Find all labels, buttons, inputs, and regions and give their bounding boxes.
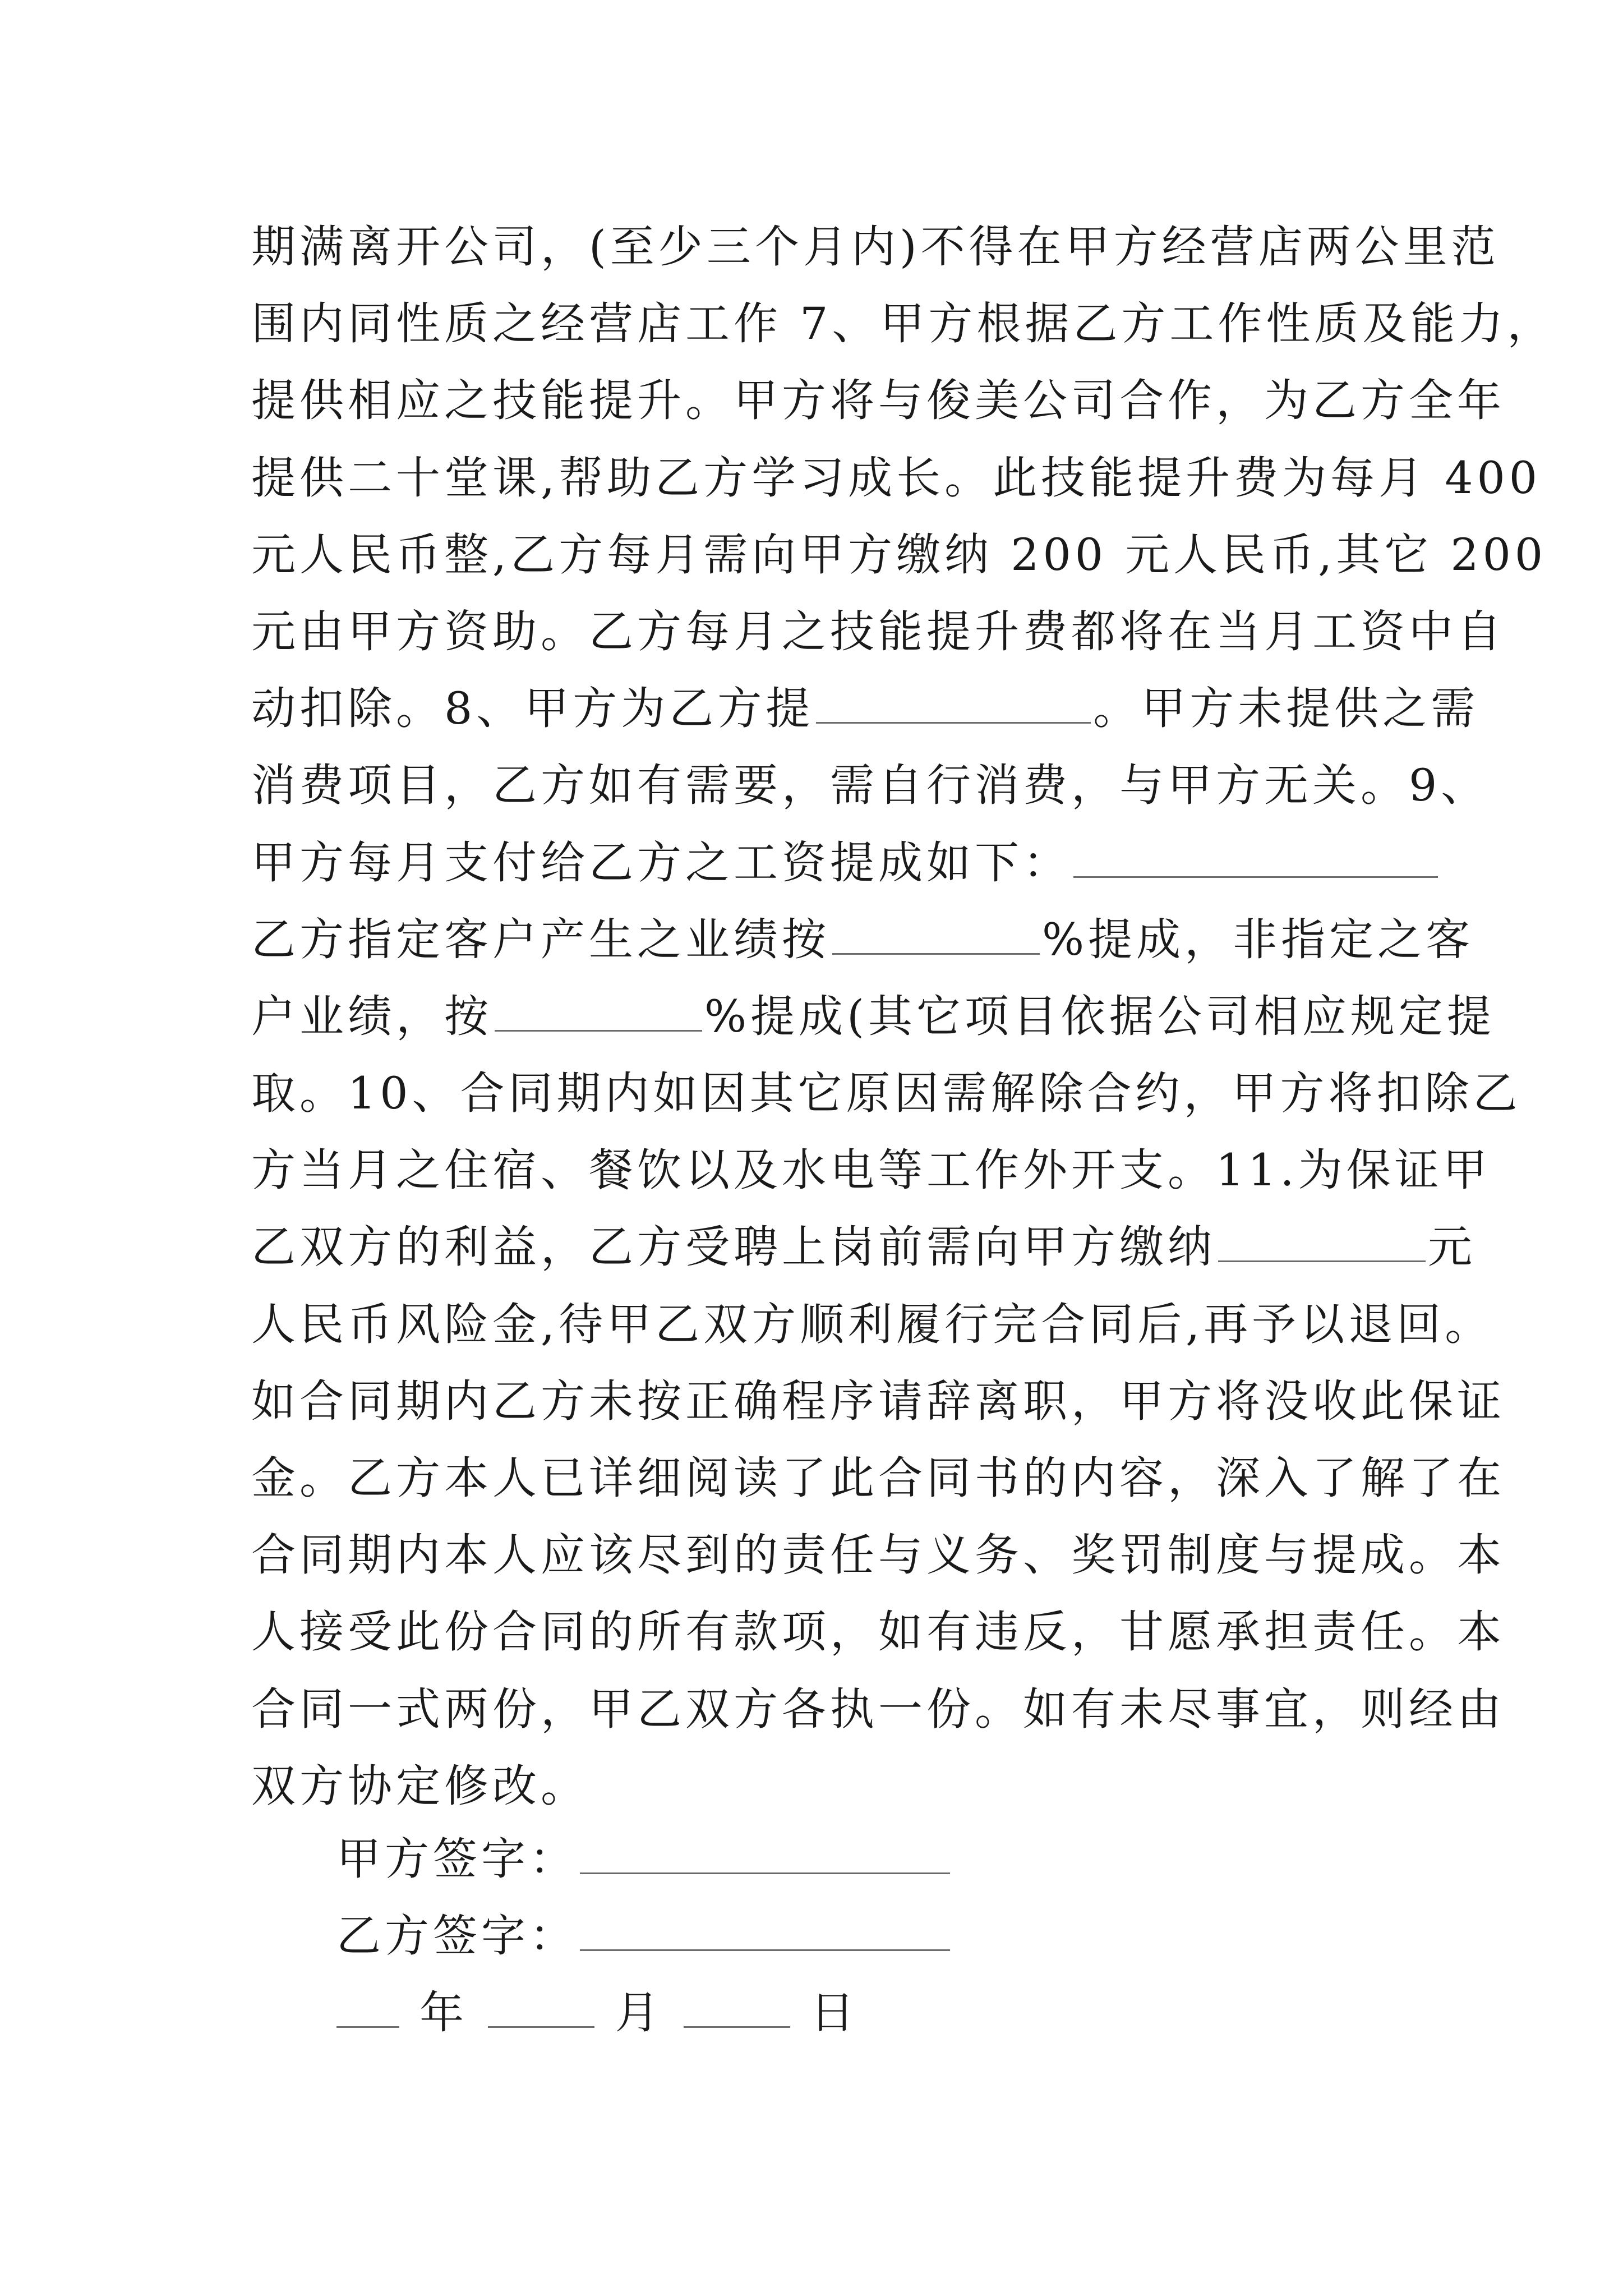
body-line: 合同一式两份，甲乙双方各执一份。如有未尽事宜，则经由 bbox=[251, 1683, 1505, 1735]
body-line: 元由甲方资助。乙方每月之技能提升费都将在当月工资中自 bbox=[251, 605, 1505, 657]
body-line: 提供二十堂课,帮助乙方学习成长。此技能提升费为每月 400 bbox=[251, 452, 1542, 504]
year-field[interactable] bbox=[336, 1987, 399, 2028]
body-line: 消费项目，乙方如有需要，需自行消费，与甲方无关。9、 bbox=[251, 760, 1490, 812]
body-line: 甲方每月支付给乙方之工资提成如下： bbox=[251, 825, 1395, 901]
party-a-signature bbox=[336, 1821, 952, 1898]
party-a-label: 甲方签字： bbox=[336, 1833, 578, 1885]
body-line: 期满离开公司，(至少三个月内)不得在甲方经营店两公里范 bbox=[251, 221, 1500, 273]
year-label: 年 bbox=[419, 1987, 468, 2039]
body-line: 双方协定修改。 bbox=[251, 1760, 589, 1812]
fill-in-blank[interactable] bbox=[816, 683, 1091, 724]
day-field[interactable] bbox=[684, 1987, 790, 2028]
fill-in-blank[interactable] bbox=[1218, 1221, 1426, 1262]
body-line: 人接受此份合同的所有款项，如有违反，甘愿承担责任。本 bbox=[251, 1606, 1505, 1658]
body-line: 户业绩，按 %提成(其它项目依据公司相应规定提 bbox=[251, 990, 1495, 1042]
party-a-signature-field[interactable] bbox=[580, 1833, 950, 1874]
body-line: 动扣除。8、甲方为乙方提 。甲方未提供之需 bbox=[251, 683, 1479, 735]
body-line: 方当月之住宿、餐饮以及水电等工作外开支。11.为保证甲 bbox=[251, 1144, 1491, 1197]
contract-body bbox=[251, 209, 1556, 1825]
body-line: 金。乙方本人已详细阅读了此合同书的内容，深入了解了在 bbox=[251, 1452, 1505, 1504]
signature-block bbox=[336, 1821, 952, 2051]
fill-in-blank[interactable] bbox=[832, 914, 1040, 955]
month-label: 月 bbox=[615, 1987, 663, 2039]
body-line: 合同期内本人应该尽到的责任与义务、奖罚制度与提成。本 bbox=[251, 1529, 1505, 1581]
party-b-signature-field[interactable] bbox=[580, 1910, 950, 1951]
fill-in-blank[interactable] bbox=[1073, 837, 1438, 878]
party-b-label: 乙方签字： bbox=[336, 1910, 578, 1962]
body-line: 元人民币整,乙方每月需向甲方缴纳 200 元人民币,其它 200 bbox=[251, 528, 1547, 581]
body-line: 围内同性质之经营店工作 7、甲方根据乙方工作性质及能力， bbox=[251, 298, 1556, 350]
day-label: 日 bbox=[810, 1987, 859, 2039]
body-line: 乙方指定客户产生之业绩按 %提成，非指定之客 bbox=[251, 913, 1474, 965]
body-line: 提供相应之技能提升。甲方将与俊美公司合作，为乙方全年 bbox=[251, 375, 1505, 427]
body-line: 乙双方的利益，乙方受聘上岗前需向甲方缴纳 元 bbox=[251, 1221, 1476, 1273]
body-line: 取。10、合同期内如因其它原因需解除合约，甲方将扣除乙 bbox=[251, 1068, 1521, 1120]
body-line: 人民币风险金,待甲乙双方顺利履行完合同后,再予以退回。 bbox=[251, 1298, 1493, 1350]
body-line: 如合同期内乙方未按正确程序请辞离职，甲方将没收此保证 bbox=[251, 1375, 1505, 1427]
fill-in-blank[interactable] bbox=[495, 991, 702, 1032]
month-field[interactable] bbox=[488, 1987, 594, 2028]
party-b-signature bbox=[336, 1898, 952, 1975]
date-line bbox=[336, 1975, 952, 2051]
